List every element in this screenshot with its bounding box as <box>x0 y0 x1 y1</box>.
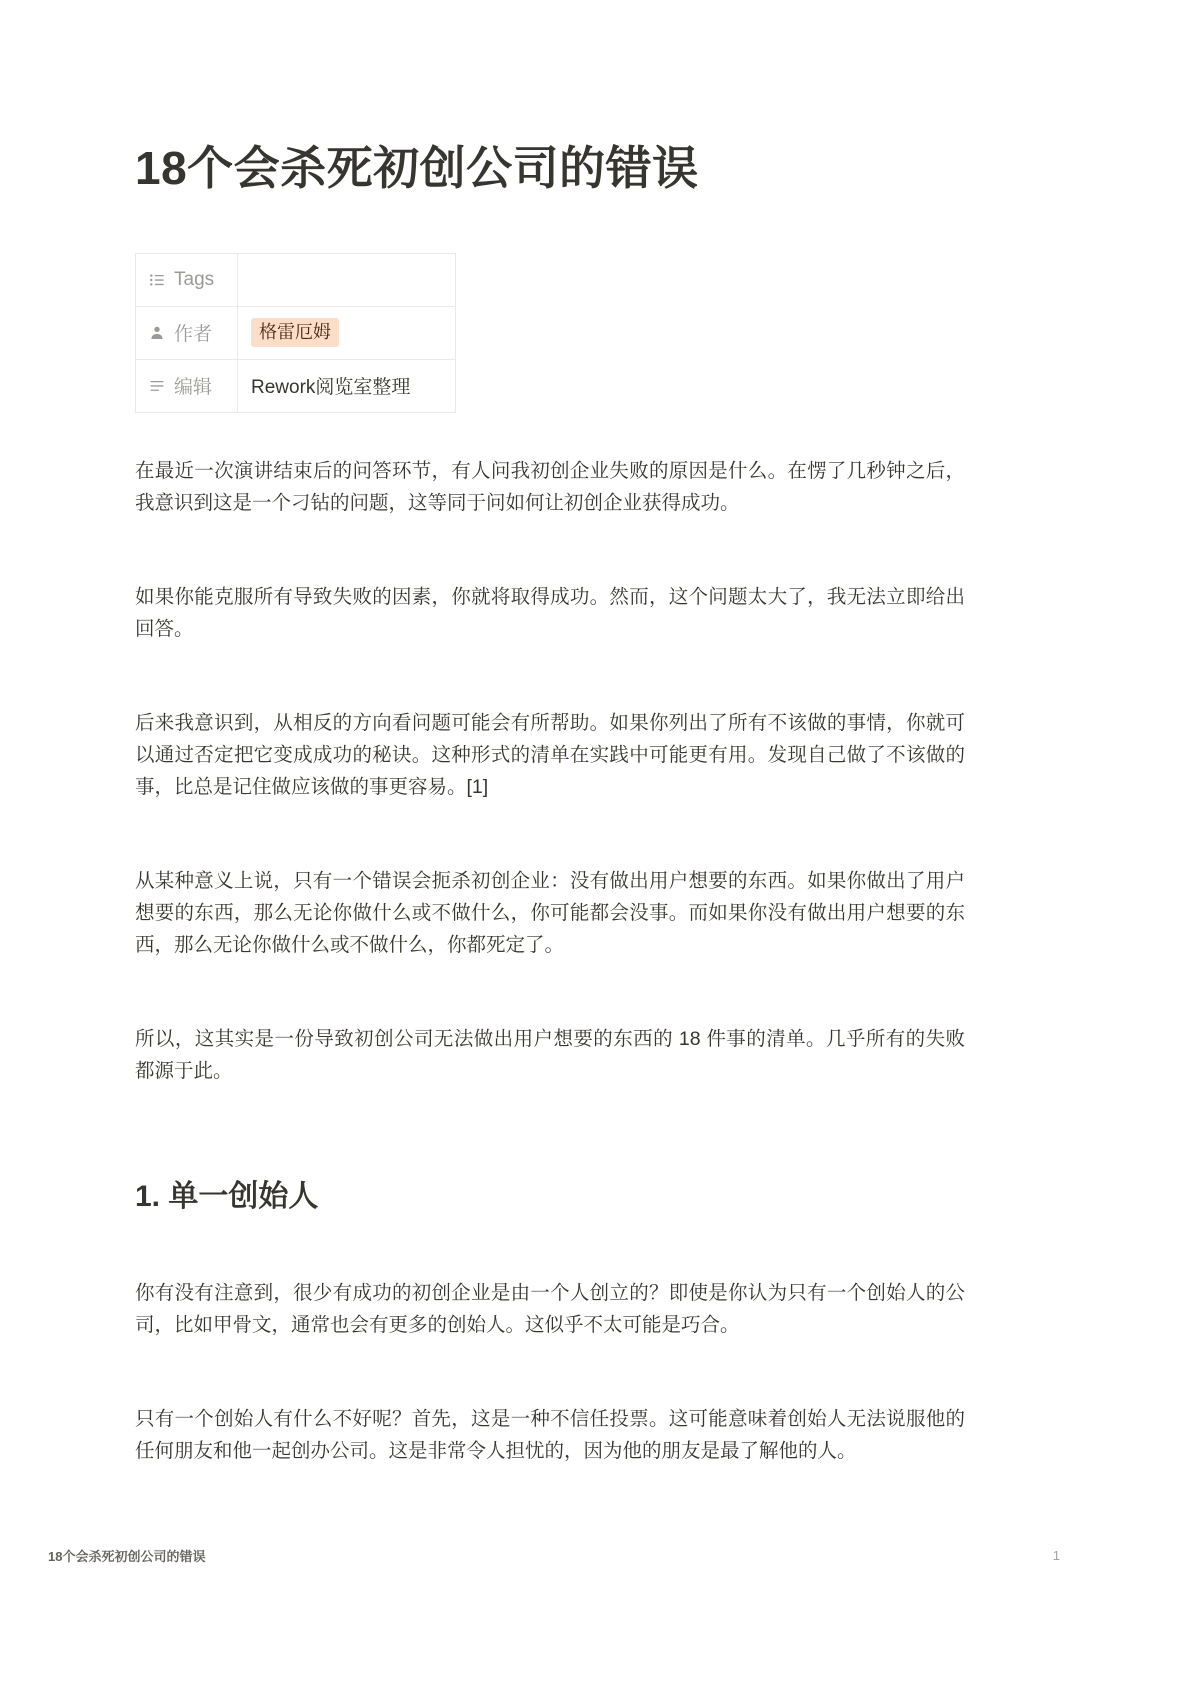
paragraph: 后来我意识到，从相反的方向看问题可能会有所帮助。如果你列出了所有不该做的事情，你就可以通过否定把它变成成功的秘诀。这种形式的清单在实践中可能更有用。发现自己做了不该做的事，比总是记住做应该做的事更容易。[1] <box>135 711 965 798</box>
paragraph: 如果你能克服所有导致失败的因素，你就将取得成功。然而，这个问题太大了，我无法立即给出回答。 <box>135 585 965 640</box>
paragraph: 在最近一次演讲结束后的问答环节，有人问我初创企业失败的原因是什么。在愣了几秒钟之后，我意识到这是一个刁钻的问题，这等同于问如何让初创企业获得成功。 <box>135 459 965 514</box>
footer-page-number: 1 <box>1052 1548 1060 1563</box>
property-name-cell <box>136 307 238 359</box>
paragraph: 从某种意义上说，只有一个错误会扼杀初创企业：没有做出用户想要的东西。如果你做出了用户想要的东西，那么无论你做什么或不做什么，你可能都会没事。而如果你没有做出用户想要的东西，那么无论你做什么或不做什么，你都死定了。 <box>135 869 965 956</box>
page-footer <box>0 1546 1200 1565</box>
property-row-author <box>136 307 455 360</box>
list-icon <box>149 272 165 288</box>
text-icon <box>149 378 165 394</box>
footer-title: 18个会杀死初创公司的错误 <box>48 1549 206 1564</box>
author-tag: 格雷厄姆 <box>251 318 339 347</box>
property-value-author <box>238 307 455 359</box>
property-value-editor: Rework阅览室整理 <box>251 377 411 398</box>
paragraph: 你有没有注意到，很少有成功的初创企业是由一个人创立的？即使是你认为只有一个创始人的公司，比如甲骨文，通常也会有更多的创始人。这似乎不太可能是巧合。 <box>135 1281 965 1336</box>
property-row-tags <box>136 254 455 307</box>
paragraph: 只有一个创始人有什么不好呢？首先，这是一种不信任投票。这可能意味着创始人无法说服他的任何朋友和他一起创办公司。这是非常令人担忧的，因为他的朋友是最了解他的人。 <box>135 1407 965 1462</box>
property-name: 编辑 <box>174 377 213 398</box>
property-name-cell <box>136 254 238 306</box>
section-heading-1: 1. 单一创始人 <box>135 1179 319 1213</box>
property-name: 作者 <box>174 324 213 345</box>
property-name: Tags <box>174 268 215 290</box>
paragraph: 所以，这其实是一份导致初创公司无法做出用户想要的东西的 18 件事的清单。几乎所有的失败都源于此。 <box>135 1027 965 1082</box>
property-name-cell <box>136 360 238 412</box>
page-title: 18个会杀死初创公司的错误 <box>135 142 699 194</box>
property-value-tags <box>238 254 455 306</box>
properties-table <box>135 253 456 413</box>
property-row-editor <box>136 360 455 413</box>
document-body <box>135 455 965 1467</box>
person-icon <box>149 325 165 341</box>
